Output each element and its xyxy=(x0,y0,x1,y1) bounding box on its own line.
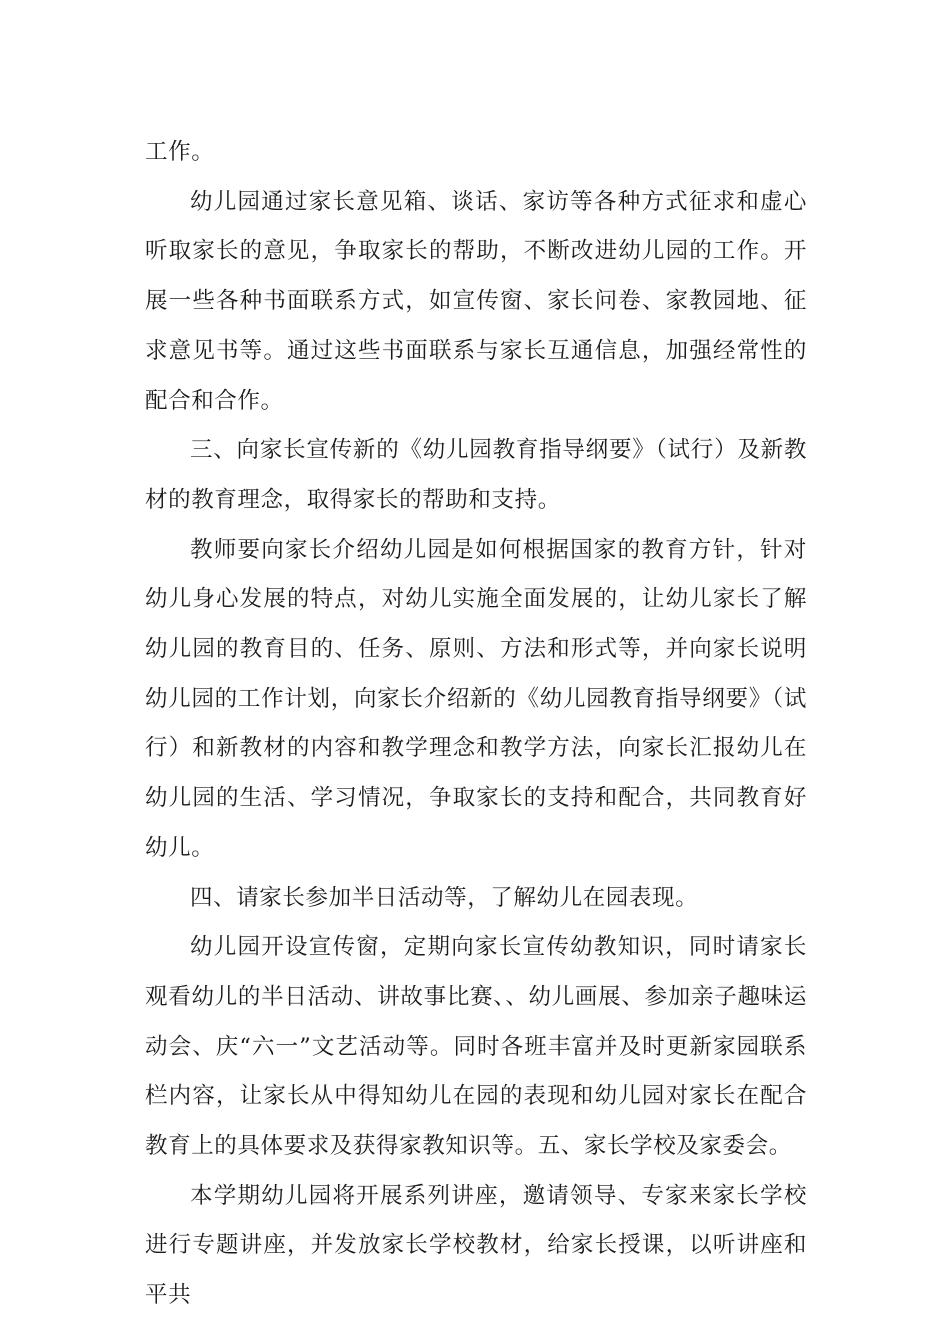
paragraph-5-heading-four: 四、请家长参加半日活动等，了解幼儿在园表现。 xyxy=(190,884,699,911)
paragraph-1: 工作。 xyxy=(145,139,215,165)
paragraph-6: 幼儿园开设宣传窗，定期向家长宣传幼教知识，同时请家长观看幼儿的半日活动、讲故事比赛、、幼儿画展、参加亲子趣味运动会、庆“六一”文艺活动等。同时各班丰富并及时更新家园联系栏内容，让家长从中得知幼儿在园的表现和幼儿园对家长在配合教育上的具体要求及获得家教知识等。五、家长学校及家委会。 xyxy=(145,934,807,1160)
paragraph-4: 教师要向家长介绍幼儿园是如何根据国家的教育方针，针对幼儿身心发展的特点，对幼儿实施全面发展的，让幼儿家长了解幼儿园的教育目的、任务、原则、方法和形式等，并向家长说明幼儿园的工作计划，向家长介绍新的《幼儿园教育指导纲要》（试行）和新教材的内容和教学理念和教学方法，向家长汇报幼儿在幼儿园的生活、学习情况，争取家长的支持和配合，共同教育好幼儿。 xyxy=(145,536,807,861)
paragraph-7: 本学期幼儿园将开展系列讲座，邀请领导、专家来家长学校进行专题讲座，并发放家长学校教材，给家长授课，以听讲座和平共 xyxy=(145,1182,807,1309)
paragraph-3-heading-three: 三、向家长宣传新的《幼儿园教育指导纲要》（试行）及新教材的教育理念，取得家长的帮助和支持。 xyxy=(145,437,807,513)
document-body xyxy=(145,128,807,1321)
paragraph-2: 幼儿园通过家长意见箱、谈话、家访等各种方式征求和虚心听取家长的意见，争取家长的帮助，不断改进幼儿园的工作。开展一些各种书面联系方式，如宣传窗、家长问卷、家教园地、征求意见书等。通过这些书面联系与家长互通信息，加强经常性的配合和合作。 xyxy=(145,188,807,414)
